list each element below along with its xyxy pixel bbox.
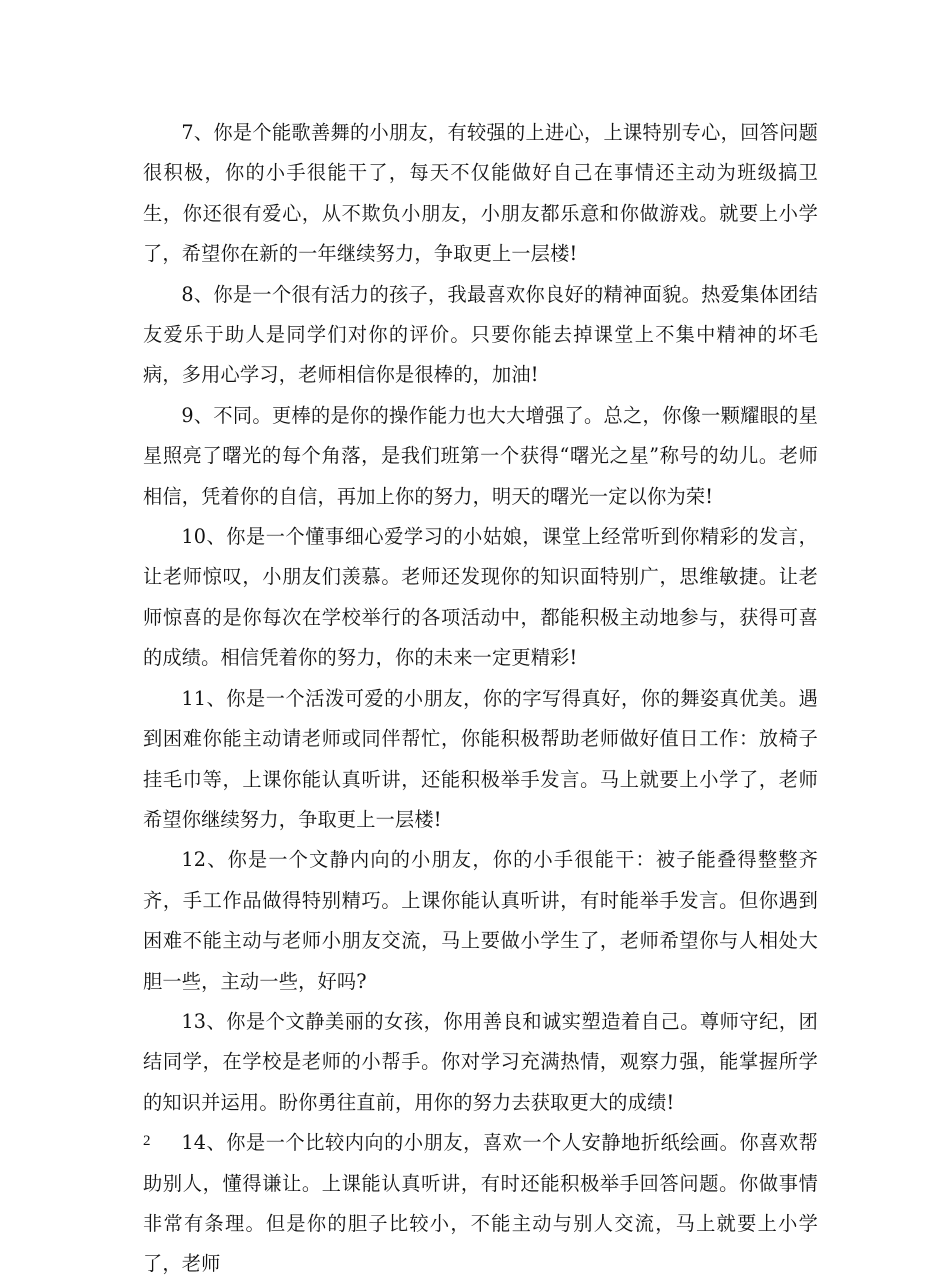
document-body <box>143 113 818 1285</box>
paragraph-12: 12、你是一个文静内向的小朋友，你的小手很能干：被子能叠得整整齐齐，手工作品做得特别精巧。上课你能认真听讲，有时能举手发言。但你遇到困难不能主动与老师小朋友交流，马上要做小学生了，老师希望你与人相处大胆一些，主动一些，好吗? <box>143 848 818 993</box>
paragraph-10: 10、你是一个懂事细心爱学习的小姑娘，课堂上经常听到你精彩的发言，让老师惊叹，小朋友们羡慕。老师还发现你的知识面特别广，思维敏捷。让老师惊喜的是你每次在学校举行的各项活动中，都能积极主动地参与，获得可喜的成绩。相信凭着你的努力，你的未来一定更精彩! <box>143 525 818 670</box>
page-number: 2 <box>143 1133 151 1149</box>
paragraph-13: 13、你是个文静美丽的女孩，你用善良和诚实塑造着自己。尊师守纪，团结同学，在学校是老师的小帮手。你对学习充满热情，观察力强，能掌握所学的知识并运用。盼你勇往直前，用你的努力去获取更大的成绩! <box>143 1009 818 1114</box>
paragraph-8: 8、你是一个很有活力的孩子，我最喜欢你良好的精神面貌。热爱集体团结友爱乐于助人是同学们对你的评价。只要你能去掉课堂上不集中精神的坏毛病，多用心学习，老师相信你是很棒的，加油! <box>143 282 818 387</box>
paragraph-11: 11、你是一个活泼可爱的小朋友，你的字写得真好，你的舞姿真优美。遇到困难你能主动请老师或同伴帮忙，你能积极帮助老师做好值日工作：放椅子挂毛巾等，上课你能认真听讲，还能积极举手发言。马上就要上小学了，老师希望你继续努力，争取更上一层楼! <box>143 686 818 831</box>
paragraph-9: 9、不同。更棒的是你的操作能力也大大增强了。总之，你像一颗耀眼的星星照亮了曙光的每个角落，是我们班第一个获得“曙光之星”称号的幼儿。老师相信，凭着你的自信，再加上你的努力，明天的曙光一定以你为荣! <box>143 403 818 508</box>
paragraph-7: 7、你是个能歌善舞的小朋友，有较强的上进心，上课特别专心，回答问题很积极，你的小手很能干了，每天不仅能做好自己在事情还主动为班级搞卫生，你还很有爱心，从不欺负小朋友，小朋友都乐意和你做游戏。就要上小学了，希望你在新的一年继续努力，争取更上一层楼! <box>143 121 818 266</box>
paragraph-14: 14、你是一个比较内向的小朋友，喜欢一个人安静地折纸绘画。你喜欢帮助别人，懂得谦让。上课能认真听讲，有时还能积极举手回答问题。你做事情非常有条理。但是你的胆子比较小，不能主动与别人交流，马上就要上小学了，老师 <box>143 1131 818 1276</box>
